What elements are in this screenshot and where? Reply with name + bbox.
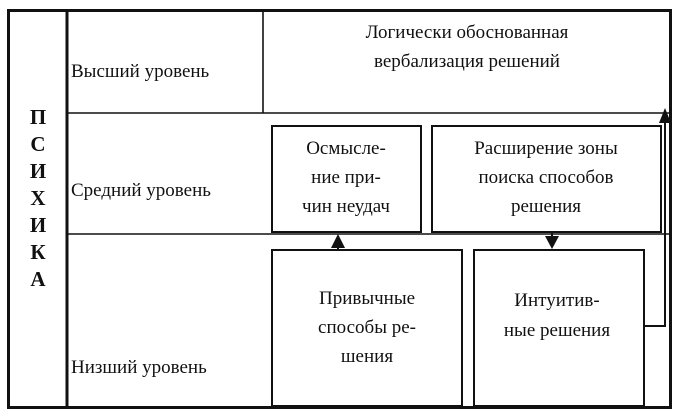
box-line: Привычные [318, 288, 416, 309]
box-line: ные решения [503, 320, 611, 341]
box-line: ние при- [311, 167, 381, 188]
side-letter: Х [30, 186, 46, 210]
level-label-middle: Средний уровень [71, 180, 211, 201]
box-verbalization [366, 22, 569, 72]
box-line: Интуитив- [514, 290, 600, 311]
box-line: вербализация решений [374, 51, 560, 72]
box-comprehension [272, 126, 421, 232]
level-label-high: Высший уровень [71, 61, 210, 82]
box-line: поиска способов [478, 167, 614, 188]
side-letter: С [30, 132, 46, 156]
side-letter: П [29, 105, 47, 129]
side-letter: А [30, 267, 46, 291]
box-habitual-methods [272, 250, 462, 406]
box-line: Расширение зоны [474, 138, 618, 159]
arrow-intuitive-to-verbalization [644, 108, 671, 326]
box-intuitive-solutions [474, 250, 644, 406]
box-line: Осмысле- [306, 138, 386, 159]
box-line: способы ре- [318, 317, 416, 338]
arrow-habitual-to-comprehension [331, 234, 345, 250]
box-line: решения [510, 196, 582, 217]
side-letter: К [30, 240, 46, 264]
side-letter: И [29, 159, 47, 183]
box-line: Логически обоснованная [365, 22, 569, 43]
box-line: чин неудач [302, 196, 390, 217]
side-letter: И [29, 213, 47, 237]
box-line: шения [340, 346, 394, 367]
box-search-expansion [432, 126, 661, 232]
level-label-low: Низший уровень [71, 357, 207, 378]
side-label [30, 105, 47, 291]
